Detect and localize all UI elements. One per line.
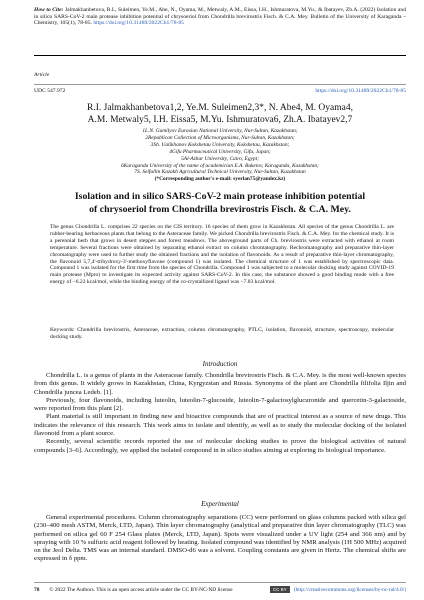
experimental-body <box>34 514 406 564</box>
section-heading-experimental: Experimental <box>201 500 239 508</box>
affiliation-3: 3Sh. Ualikhanov Kokshetau University, Kokshetau, Kazakhstan; <box>150 141 290 148</box>
section-heading-introduction: Introduction <box>202 360 238 368</box>
citation-block <box>34 7 406 56</box>
citation-text: Jalmakhanbetova, R.I., Suleimen, Ye.M., Abe, N., Oyama, M., Metwaly, A.M., Eissa, I.H., Ishmuratova, M.Yu., & Ibatayev, Zh.A. (2022) Isolation and in silico SARS-CoV-2 main protease inhibition potential of chrysoeriol from Chondrilla brevirostris Fisch. & C.A. Mey. Bulletin of the University of Karaganda – Chemistry, 105(1), 78-85. <box>34 7 406 26</box>
title-line-1: Isolation and in silico SARS-CoV-2 main protease inhibition potential <box>74 191 366 202</box>
article-title <box>34 191 406 216</box>
corresponding-email[interactable]: (*Corresponding author's e-mail: syerlan75@yandex.kz) <box>154 176 286 183</box>
page-footer <box>34 582 406 599</box>
affiliation-1: 1L.N. Gumilyov Eurasian National University, Nur-Sultan, Kazakhstan; <box>142 128 298 134</box>
intro-paragraph: Chondrilla L. is a genus of plants in the Asteraceae family. Chondrilla brevirostris Fisch. & C.A. Mey. is the most well-known species from this genus. It widely grows in Kazakhstan, China, Kyrgyzstan and Russia. Synonyms of the plant are Chondrilla filifolia Iljin and Chondrilla juncea Ledeb. [1]. <box>34 372 406 396</box>
authors-line-2: A.M. Metwaly5, I.H. Eissa5, M.Yu. Ishmuratova6, Zh.A. Ibatayev2,7 <box>87 115 353 125</box>
page-number: 78 <box>34 586 40 593</box>
affiliation-6: 6Karaganda University of the name of academician E.A. Buketov, Karaganda, Kazakhstan; <box>121 162 319 169</box>
license-text: © 2022 The Authors. This is an open access article under the CC BY-NC-ND license <box>49 586 233 593</box>
intro-paragraph: Previously, four flavonoids, including luteolin, luteolin-7-glucoside, luteolin-7-galactosylglucuronide and quercetin-3-galactoside, were reported from this plant [2]. <box>34 396 406 413</box>
affiliation-7: 7S. Seifullin Kazakh Agricultural Technical University, Nur-Sultan, Kazakhstan <box>134 169 306 176</box>
affiliation-5: 5Al-Azhar University, Cairo, Egypt; <box>181 155 259 162</box>
experimental-paragraph: General experimental procedures. Column chromatography separations (CC) were performed on glass columns packed with silica gel (230–400 mesh ASTM, Merck, LTD, Japan). Thin layer chromatography (analytical and preparative thin layer chromatography (TLC) was performed on silica gel 60 F 254 Glass plates (Merck, LTD, Japan). Spots were visualized under a UV light (254 and 366 nm) and by spraying with 10 % sulfuric acid reagent followed by heating. Isolated compound was identified by NMR analysis (1H 500 MHz) acquired on the Jeol Delta. TMS was an internal standard. DMSO-d6 was a solvent. Coupling constants are given in Hertz. The chemical shifts are expressed in δ ppm. <box>34 514 406 563</box>
udc-row <box>34 84 406 94</box>
authors-line-1: R.I. Jalmakhanbetova1,2, Ye.M. Suleimen2,3*, N. Abe4, M. Oyama4, <box>87 103 353 113</box>
citation-label: How to Cite: <box>34 7 64 13</box>
introduction-body <box>34 372 406 455</box>
authors <box>34 102 406 126</box>
affiliation-2: 2Republican Collection of Microorganisms, Nur-Sultan, Kazakhstan; <box>145 134 295 141</box>
citation-doi-link[interactable]: https://doi.org/10.31489/2022Ch1/78-85 <box>93 20 184 26</box>
license-link[interactable]: (http://creativecommons.org/licenses/by-nc-nd/4.0/) <box>293 586 406 593</box>
keywords: Keywords: Chondrilla brevirostris, Asteraceae, extraction, column chromatography, PTLC, isolation, flavonoid, structure, spectroscopy, molecular docking study. <box>50 327 394 340</box>
affiliation-4: 4Gifu Pharmaceutical University, Gifu, Japan; <box>169 148 271 155</box>
abstract: The genus Chondrilla L. comprises 22 species on the CIS territory. 16 species of them grow in Kazakhstan. All species of the genus Chondrilla L. are rubber-bearing herbaceous plants that belong to the Asteraceae family. We picked Chondrilla brevirostris Fisch. & C.A. Mey. for the chemical study. It is a perennial herb that grows in desert steppes and forest meadows. The aboveground parts of Ch. brevirostris were extracted with ethanol at room temperature. Several fractions were obtained by separating ethanol extract on column chromatography. Rechromatography and preparative thin-layer chromatography were used to further study the obtained fractions and the isolation of flavonoids. As a result of preparative thin-layer chromatography, the flavonoid 5,7,4'-trihydroxy-3'-methoxyflavone (compound 1) was isolated. The chemical structure of 1 was established by spectroscopic data. Compound 1 was isolated for the first time from the species of Chondrilla. Compound 1 was subjected to a molecular docking study against COVID-19 main protease (Mpro) to investigate its expected activity against SARS-CoV-2. In this case, the substance showed a good binding mode with a free energy of −6.22 kcal/mol, while the binding energy of the co-crystallized ligand was −7.83 kcal/mol. <box>50 224 394 286</box>
article-type: Article <box>34 72 50 78</box>
intro-paragraph: Recently, several scientific records reported the use of molecular docking studies to prove the biological activities of natural compounds [3–6]. Accordingly, we applied the isolated compound in in silico studies aiming at exploring its biological importance. <box>34 438 406 454</box>
intro-paragraph: Plant material is still important in finding new and bioactive compounds that are of practical interest as a source of new drugs. This indicates the relevance of this research. This work aims to isolate and identify, as well as to study the molecular docking of the isolated flavonoid from a plant source. <box>34 413 406 438</box>
doi-link[interactable]: https://doi.org/10.31489/2022Ch1/78-85 <box>315 88 406 94</box>
cc-license-icon: CC BY NC ND <box>270 586 290 593</box>
title-line-2: of chrysoeriol from Chondrilla brevirostris Fisch. & C.A. Mey. <box>89 203 351 215</box>
affiliations <box>34 128 406 183</box>
udc-code: UDC 547.972 <box>34 88 66 94</box>
